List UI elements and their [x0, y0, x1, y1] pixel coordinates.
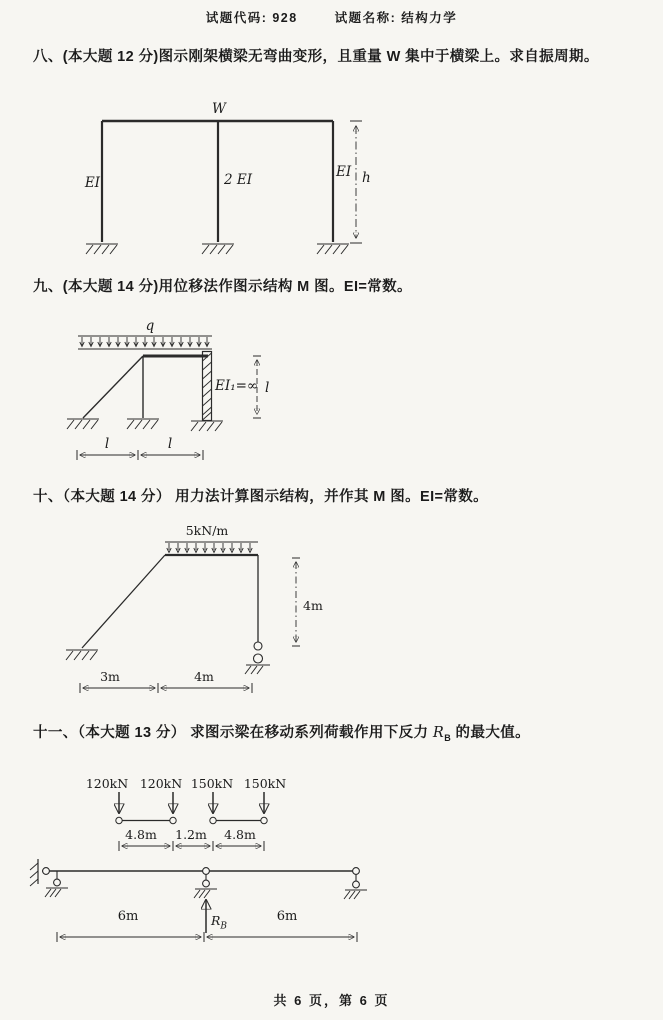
q9-rigid-column-hatch — [203, 353, 212, 420]
q11-span-right-label: 6m — [276, 909, 298, 924]
q10-support-left — [66, 650, 98, 660]
q11-support-a-pin — [54, 879, 61, 886]
q9-hdim-right-label: l — [167, 436, 173, 452]
q11-support-b-pin — [203, 880, 210, 887]
q11-load2-label: 120kN — [139, 776, 183, 791]
q8-weight-label: W — [212, 101, 226, 117]
q11-reaction-subscript: B — [220, 921, 228, 932]
question-11-title — [33, 720, 633, 751]
exam-name: 试题名称: 结构力学 — [334, 11, 458, 25]
q11-support-b-ground — [194, 889, 217, 898]
q10-diagonal-and-column — [82, 555, 258, 648]
q8-height-label: h — [362, 170, 371, 186]
q9-rigid-column — [203, 352, 212, 421]
q11-right-hinge — [353, 868, 360, 875]
q9-support-left — [67, 419, 99, 429]
q11-support-c-pin — [353, 881, 360, 888]
q9-diagonal-and-column — [83, 356, 143, 418]
exam-code: 试题代码: 928 — [205, 11, 298, 25]
q9-load-label: q — [145, 318, 155, 334]
question-8-title: 八、(本大题 12 分)图示刚架横梁无弯曲变形，且重量 W 集中于横梁上。求自振周期。 — [33, 49, 599, 65]
q8-support-right — [317, 244, 349, 254]
q9-vdim-label: l — [265, 380, 270, 396]
q11-load3-label: 150kN — [190, 776, 234, 791]
q8-support-left — [86, 244, 118, 254]
q10-support-right — [245, 665, 270, 674]
q11-wall-hatch — [30, 863, 38, 886]
q10-load-label: 5kN/m — [185, 523, 229, 538]
q8-ei-mid-label: 2 EI — [224, 172, 253, 188]
q9-structure-diagram — [45, 300, 305, 470]
q11-load-dim1-label: 4.8m — [125, 827, 157, 842]
q9-support-right — [191, 421, 223, 431]
q8-columns — [102, 121, 333, 242]
q10-hdim-left-label: 3m — [100, 669, 120, 684]
q8-support-mid — [202, 244, 234, 254]
question-9-title: 九、(本大题 14 分)用位移法作图示结构 M 图。EI=常数。 — [33, 279, 412, 295]
q11-load-dim3-label: 4.8m — [224, 827, 256, 842]
question-10-title: 十、（本大题 14 分） 用力法计算图示结构，并作其 M 图。EI=常数。 — [33, 489, 489, 505]
q10-roller-hinge-top — [254, 642, 262, 650]
q9-support-mid — [127, 419, 159, 429]
q10-hdim-right-label: 4m — [194, 669, 214, 684]
q11-reaction-symbol: R — [211, 913, 221, 928]
q10-vdim-label: 4m — [303, 598, 323, 613]
q11-wheel-2 — [170, 817, 176, 823]
page-header — [0, 8, 663, 26]
q11-beam-diagram — [15, 755, 450, 965]
q11-load4-label: 150kN — [243, 776, 287, 791]
q11-wheel-3 — [210, 817, 216, 823]
q11-span-left-label: 6m — [117, 909, 139, 924]
q11-title-prefix: 十一、（本大题 13 分） 求图示梁在移动系列荷载作用下反力 — [33, 725, 433, 741]
q9-hdim-left-label: l — [104, 436, 110, 452]
q11-wheel-4 — [261, 817, 267, 823]
q11-title-suffix: 的最大值。 — [451, 725, 531, 741]
q11-mid-hinge — [203, 868, 210, 875]
q9-rigid-label: EI₁=∞ — [215, 378, 259, 394]
q10-roller-hinge-bottom — [254, 654, 263, 663]
q11-support-a-ground — [45, 888, 68, 897]
q8-ei-right-label: EI — [336, 164, 352, 180]
q11-wheel-1 — [116, 817, 122, 823]
q8-ei-left-label: EI — [84, 175, 100, 191]
q8-frame-diagram — [55, 95, 390, 265]
q11-title-reaction: R — [432, 725, 445, 741]
q11-load1-label: 120kN — [85, 776, 129, 791]
q11-reaction-label — [210, 913, 227, 932]
q11-load-dim2-label: 1.2m — [175, 827, 207, 842]
q11-title-reaction-sub: B — [444, 732, 452, 743]
q11-wall-hinge — [43, 868, 50, 875]
page-footer: 共 6 页，第 6 页 — [273, 993, 390, 1008]
q9-load-arrows — [80, 337, 209, 347]
q10-structure-diagram — [35, 515, 335, 705]
q10-load-arrows — [167, 543, 252, 553]
q11-support-c-ground — [344, 890, 367, 899]
